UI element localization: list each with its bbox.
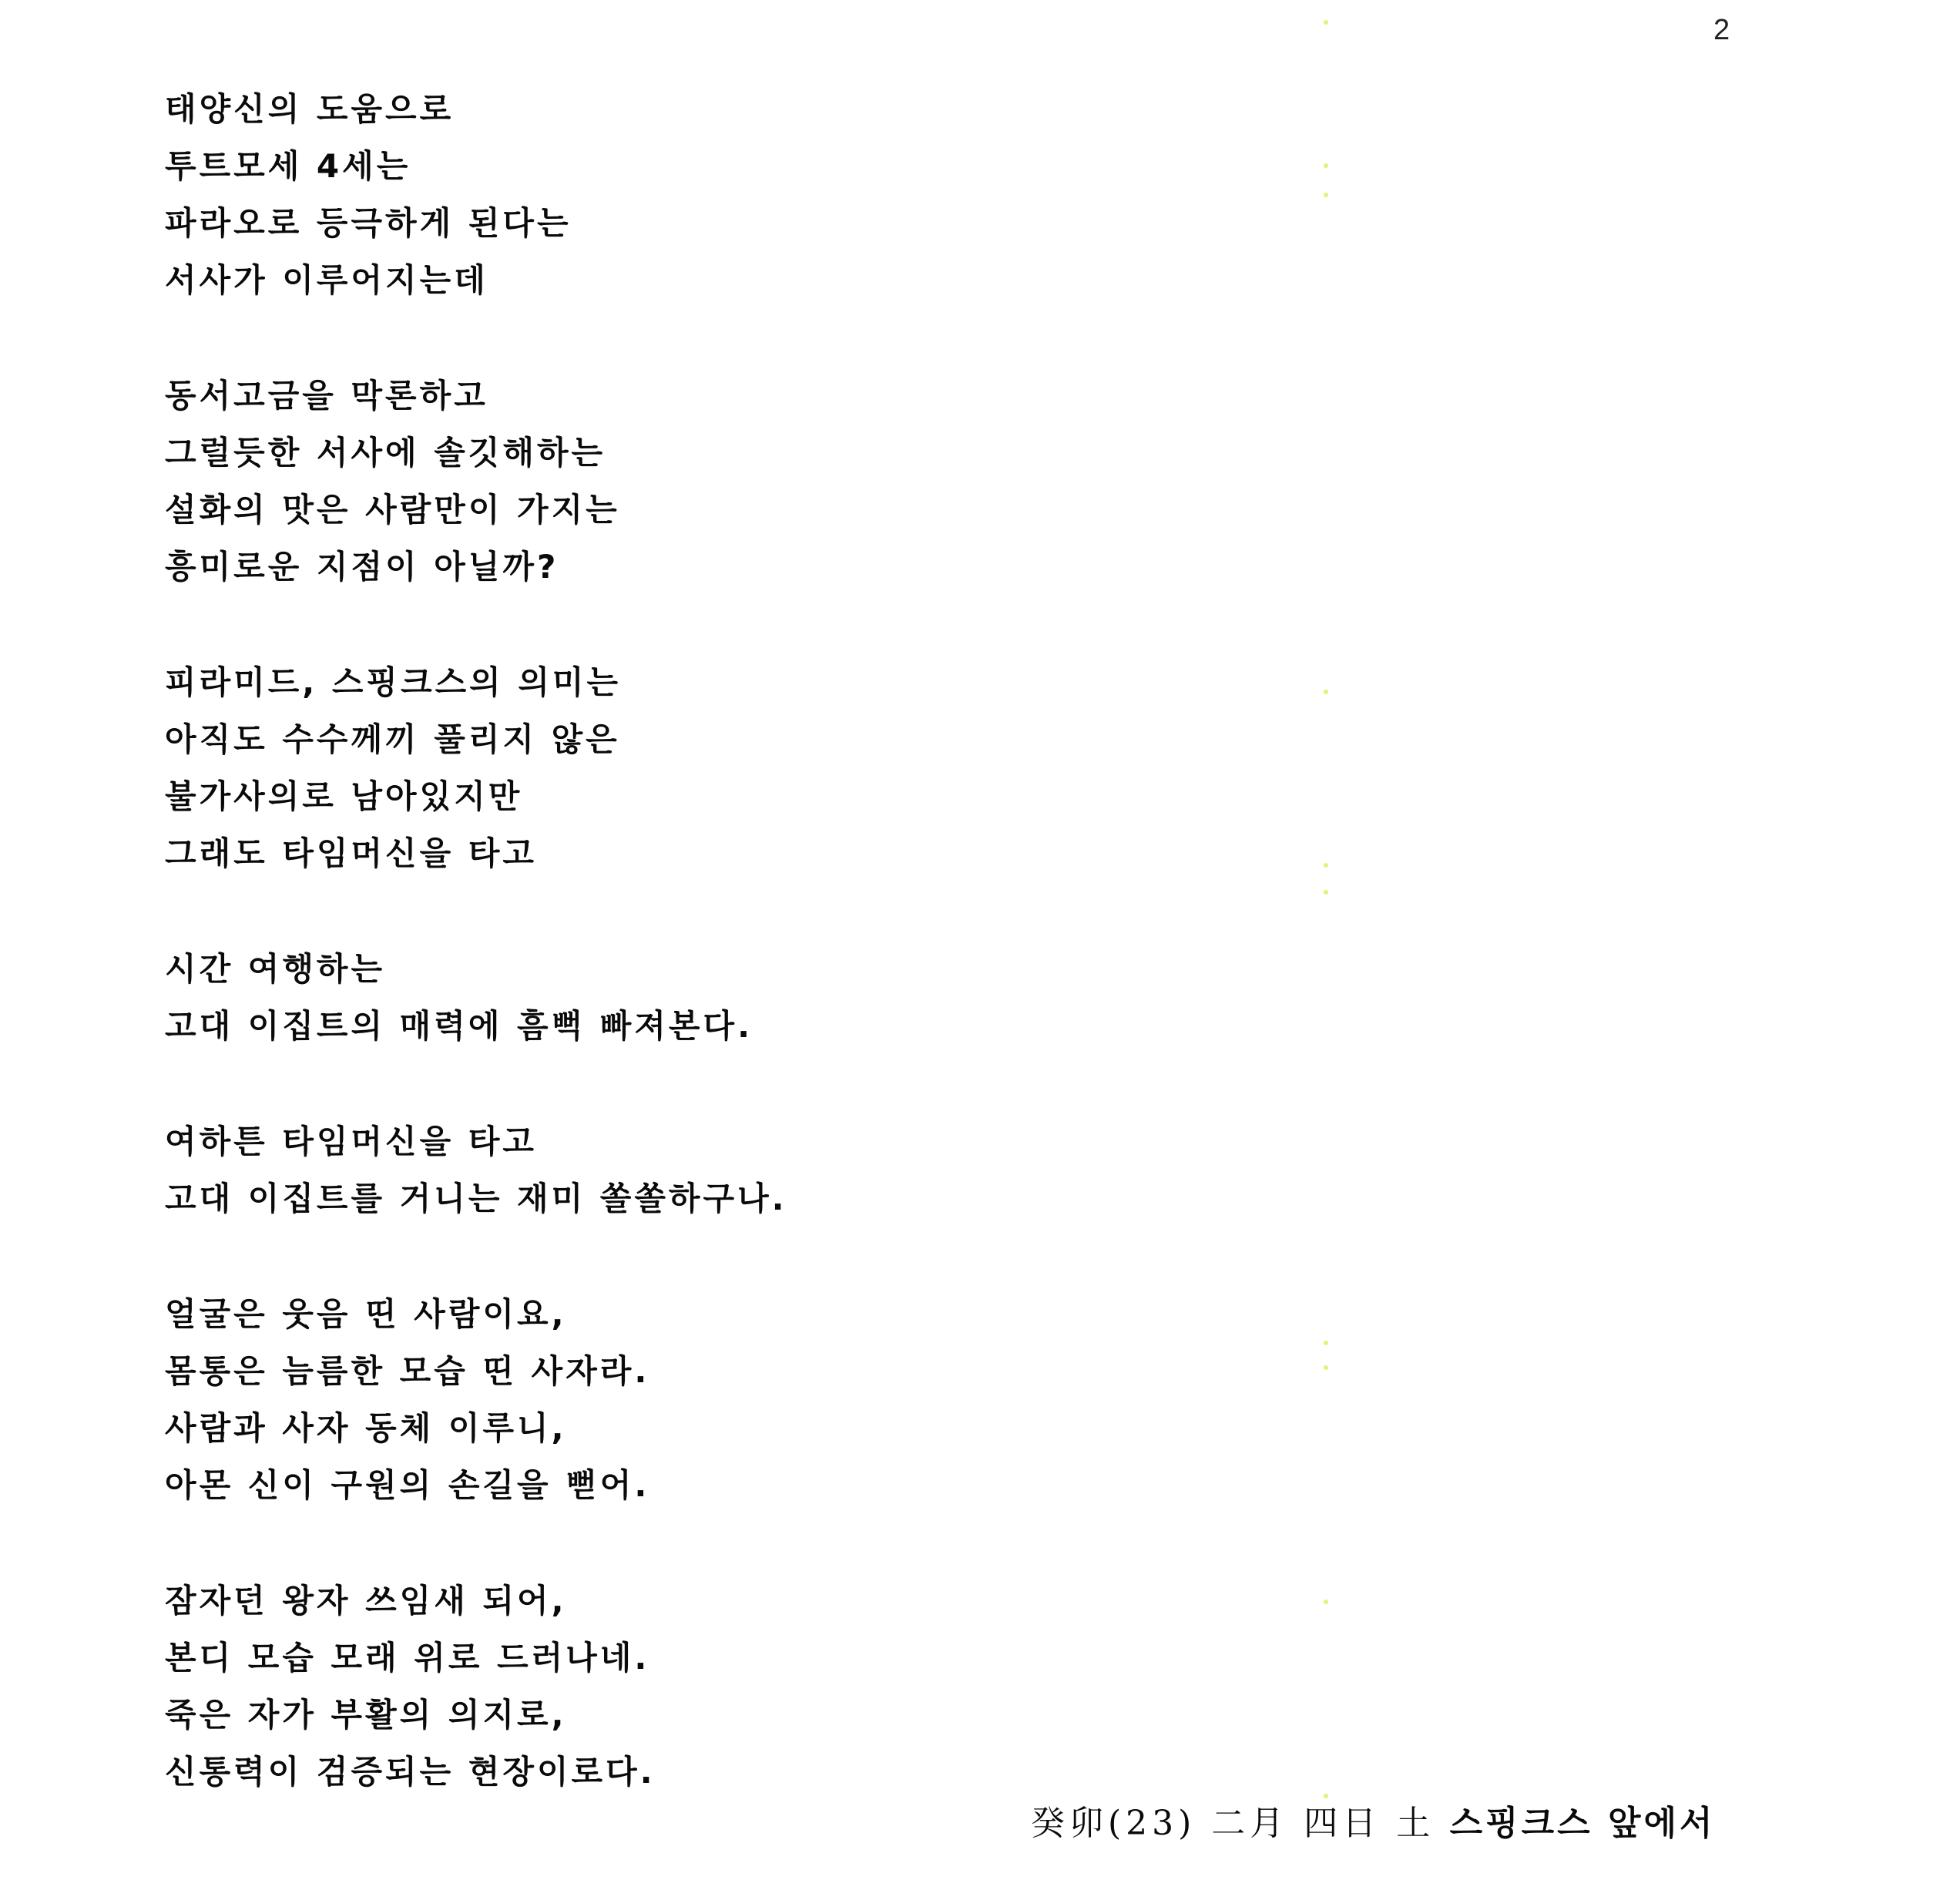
poem-line: 그래도 타임머신을 타고 [165,834,537,872]
poem-line: 그럴듯한 서사에 솔깃해하는 [165,434,606,472]
poem-line: 서사가 이루어지는데 [165,261,488,299]
page-number: 2 [1713,14,1730,46]
poem-line: 시간 여행하는 [165,950,386,988]
poem-line: 본디 모습 모래 위로 드러나네. [165,1639,650,1677]
stanza-7 [165,1573,1166,1801]
scan-speck [1324,193,1328,197]
scan-speck-column [1324,0,1333,1890]
poem-line: 파라오로 등극하게 된다는 [165,204,572,242]
stanza-6 [165,1286,1166,1514]
poem-line: 동서고금을 막론하고 [165,377,488,415]
scan-speck [1324,20,1328,25]
stanza-3 [165,654,1166,882]
scan-speck [1324,863,1328,868]
scan-speck [1324,163,1328,168]
scan-speck [1324,1341,1328,1345]
poem-line: 고대 이집트를 거니는 재미 쏠쏠하구나. [165,1180,787,1217]
stanza-5 [165,1113,1166,1227]
poem-line: 죽은 자가 부활의 의지로, [165,1696,567,1734]
poem-line: 여하튼 타임머신을 타고 [165,1123,537,1160]
scan-speck [1324,690,1328,694]
poem-line: 태양신의 도움으로 [165,90,455,128]
signature-line [1031,1795,1715,1845]
stanza-1 [165,81,1166,309]
stanza-4 [165,941,1166,1055]
scan-speck [1324,890,1328,895]
poem-line: 고대 이집트의 매력에 흠뻑 빠져본다. [165,1007,753,1045]
scan-speck [1324,1794,1328,1798]
poem-line: 얼굴은 웃음 띤 사람이요, [165,1295,567,1333]
poem-body [165,81,1166,1859]
signature-place: 스핑크스 앞에서 [1449,1804,1716,1843]
poem-line: 아직도 수수께끼 풀리지 않은 [165,720,620,758]
poem-line: 투트모세 4세는 [165,147,411,185]
poem-line: 아몬 신이 구원의 손길을 뻗어. [165,1466,650,1504]
poem-line: 사람과 사자 동체 이루니, [165,1409,567,1447]
poem-line: 신통력이 검증되는 현장이로다. [165,1753,656,1791]
poem-line: 흥미로운 지점이 아닐까? [165,548,559,586]
poem-line: 피라미드, 스핑크스의 의미는 [165,663,622,701]
scan-speck [1324,1600,1328,1604]
poem-line: 몸통은 늠름한 모습 띤 사자라. [165,1352,650,1390]
poem-line: 설화의 맛은 사람만이 가지는 [165,491,620,529]
signature-date: 癸卯(23) 二月 四日 土 [1031,1804,1435,1843]
stanza-2 [165,368,1166,596]
poem-line: 불가사의로 남아있지만 [165,777,523,815]
poem-line: 잠자던 왕자 쓰임새 되어, [165,1582,567,1620]
scan-speck [1324,1365,1328,1370]
